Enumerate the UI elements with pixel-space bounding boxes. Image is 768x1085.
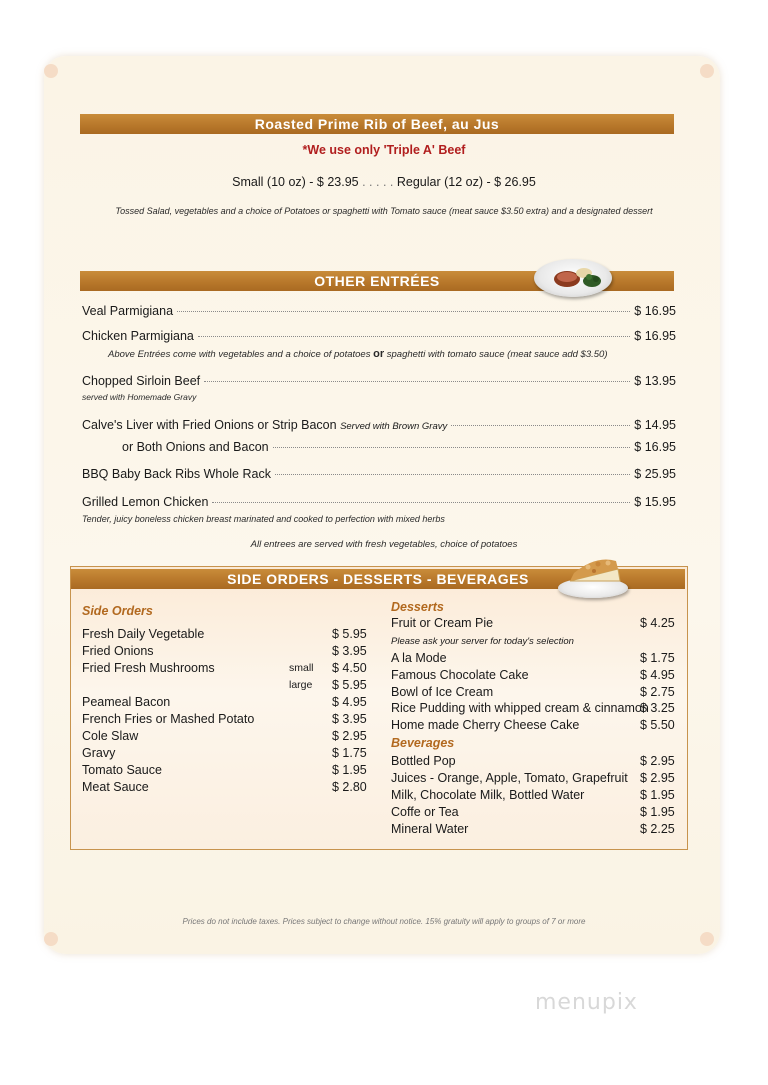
- beverage-item-price: $ 1.95: [640, 805, 675, 819]
- parmigiana-note: [108, 348, 608, 360]
- side-item-size: large: [289, 679, 313, 691]
- side-item-name: Cole Slaw: [82, 729, 139, 743]
- item-price: $ 13.95: [634, 374, 676, 388]
- dot-leader: [275, 474, 630, 475]
- side-item-price: $ 3.95: [332, 712, 367, 726]
- entrees-served-note: All entrees are served with fresh vegetables, choice of potatoes: [250, 539, 518, 550]
- side-item-name: Fried Onions: [82, 644, 154, 658]
- dessert-item-name: Famous Chocolate Cake: [391, 668, 529, 682]
- beverage-item-price: $ 2.25: [640, 822, 675, 836]
- beverage-item-name: Milk, Chocolate Milk, Bottled Water: [391, 788, 585, 802]
- item-price: $ 16.95: [634, 329, 676, 343]
- menu-item-liver-both: [122, 440, 676, 458]
- side-item-price: $ 2.80: [332, 780, 367, 794]
- menu-item-calves-liver: [82, 418, 676, 436]
- side-item-price: $ 4.50: [332, 661, 367, 675]
- prime-rib-small: Small (10 oz) - $ 23.95: [232, 175, 359, 189]
- side-item-price: $ 4.95: [332, 695, 367, 709]
- dessert-item-price: $ 5.50: [640, 718, 675, 732]
- side-item-size: small: [289, 662, 314, 674]
- side-item-price: $ 1.75: [332, 746, 367, 760]
- beverage-item-price: $ 1.95: [640, 788, 675, 802]
- item-price: $ 15.95: [634, 495, 676, 509]
- price-disclaimer: Prices do not include taxes. Prices subject to change without notice. 15% gratuity will apply to groups of 7 or more: [182, 917, 586, 926]
- side-item-price: $ 5.95: [332, 678, 367, 692]
- side-item-name: Fresh Daily Vegetable: [82, 627, 205, 641]
- item-price: $ 16.95: [634, 440, 676, 454]
- dessert-item-price: $ 1.75: [640, 651, 675, 665]
- dot-leader: [451, 425, 630, 426]
- dessert-item-price: $ 4.25: [640, 616, 675, 630]
- pie-slice-icon: [566, 551, 626, 591]
- parm-note-or: or: [373, 348, 385, 360]
- side-item-price: $ 2.95: [332, 729, 367, 743]
- beef-quality-note: *We use only 'Triple A' Beef: [302, 143, 466, 157]
- beverage-item-name: Juices - Orange, Apple, Tomato, Grapefruit: [391, 771, 628, 785]
- dot-leader: [198, 336, 630, 337]
- item-price: $ 25.95: [634, 467, 676, 481]
- other-entrees-title: OTHER ENTRÉES: [314, 273, 440, 289]
- beverage-item-price: $ 2.95: [640, 771, 675, 785]
- prime-rib-prices: [0, 175, 768, 189]
- menu-item-chopped-sirloin: [82, 374, 676, 392]
- menu-item-chicken-parmigiana: [82, 329, 676, 347]
- item-name: Chicken Parmigiana: [82, 329, 194, 343]
- side-item-name: Gravy: [82, 746, 116, 760]
- item-name: Veal Parmigiana: [82, 304, 174, 318]
- beverage-item-price: $ 2.95: [640, 754, 675, 768]
- item-name: or Both Onions and Bacon: [122, 440, 269, 454]
- dessert-item-price: $ 2.75: [640, 685, 675, 699]
- dessert-item-name: Rice Pudding with whipped cream & cinnamon: [391, 701, 649, 715]
- prime-rib-regular: Regular (12 oz) - $ 26.95: [396, 175, 536, 189]
- dessert-item-price: $ 4.95: [640, 668, 675, 682]
- item-name: Chopped Sirloin Beef: [82, 374, 201, 388]
- dessert-item-name: Home made Cherry Cheese Cake: [391, 718, 580, 732]
- side-item-name: Peameal Bacon: [82, 695, 171, 709]
- side-orders-title: SIDE ORDERS - DESSERTS - BEVERAGES: [227, 571, 529, 587]
- beverage-item-name: Bottled Pop: [391, 754, 456, 768]
- watermark: menupix: [535, 990, 638, 1015]
- beverages-heading: Beverages: [391, 736, 455, 750]
- side-item-price: $ 1.95: [332, 763, 367, 777]
- beverage-item-name: Mineral Water: [391, 822, 469, 836]
- dessert-item-name: A la Mode: [391, 651, 447, 665]
- item-name: Grilled Lemon Chicken: [82, 495, 209, 509]
- menu-item-bbq-ribs: [82, 467, 676, 485]
- side-item-name: Fried Fresh Mushrooms: [82, 661, 215, 675]
- item-note: Served with Brown Gravy: [340, 421, 448, 432]
- dot-leader: [177, 311, 630, 312]
- menu-item-lemon-chicken: [82, 495, 676, 513]
- parm-note-part: spaghetti with tomato sauce (meat sauce add $3.50): [384, 349, 608, 360]
- side-item-price: $ 5.95: [332, 627, 367, 641]
- prime-rib-title: Roasted Prime Rib of Beef, au Jus: [254, 116, 500, 132]
- dot-leader: [204, 381, 630, 382]
- dessert-note: Please ask your server for today's selection: [391, 636, 574, 647]
- side-item-name: Meat Sauce: [82, 780, 149, 794]
- dessert-item-name: Bowl of Ice Cream: [391, 685, 494, 699]
- side-item-name: French Fries or Mashed Potato: [82, 712, 255, 726]
- side-orders-heading: Side Orders: [82, 604, 153, 618]
- side-item-name: Tomato Sauce: [82, 763, 162, 777]
- dot-leader: [273, 447, 631, 448]
- menu-item-veal-parmigiana: [82, 304, 676, 322]
- corner-dot: [44, 932, 58, 946]
- desserts-heading: Desserts: [391, 600, 444, 614]
- item-price: $ 14.95: [634, 418, 676, 432]
- dinner-plate-icon: [534, 259, 612, 297]
- side-item-price: $ 3.95: [332, 644, 367, 658]
- dessert-item-price: $ 3.25: [640, 701, 675, 715]
- item-name-text: Calve's Liver with Fried Onions or Strip Bacon: [82, 418, 337, 432]
- lemon-chicken-note: Tender, juicy boneless chicken breast marinated and cooked to perfection with mixed herbs: [82, 514, 445, 524]
- sirloin-note: served with Homemade Gravy: [82, 392, 197, 402]
- corner-dot: [44, 64, 58, 78]
- item-price: $ 16.95: [634, 304, 676, 318]
- dot-leader: [212, 502, 630, 503]
- parm-note-part: Above Entrées come with vegetables and a choice of potatoes: [108, 349, 374, 360]
- beverage-item-name: Coffe or Tea: [391, 805, 459, 819]
- dessert-item-name: Fruit or Cream Pie: [391, 616, 494, 630]
- item-name: BBQ Baby Back Ribs Whole Rack: [82, 467, 271, 481]
- prime-rib-banner: [80, 114, 674, 134]
- item-name: [82, 418, 447, 432]
- corner-dot: [700, 932, 714, 946]
- prime-rib-separator: . . . . .: [362, 175, 394, 189]
- prime-rib-accompaniments: Tossed Salad, vegetables and a choice of Potatoes or spaghetti with Tomato sauce (meat sauce $3.50 extra) and a designated dessert: [115, 206, 653, 216]
- corner-dot: [700, 64, 714, 78]
